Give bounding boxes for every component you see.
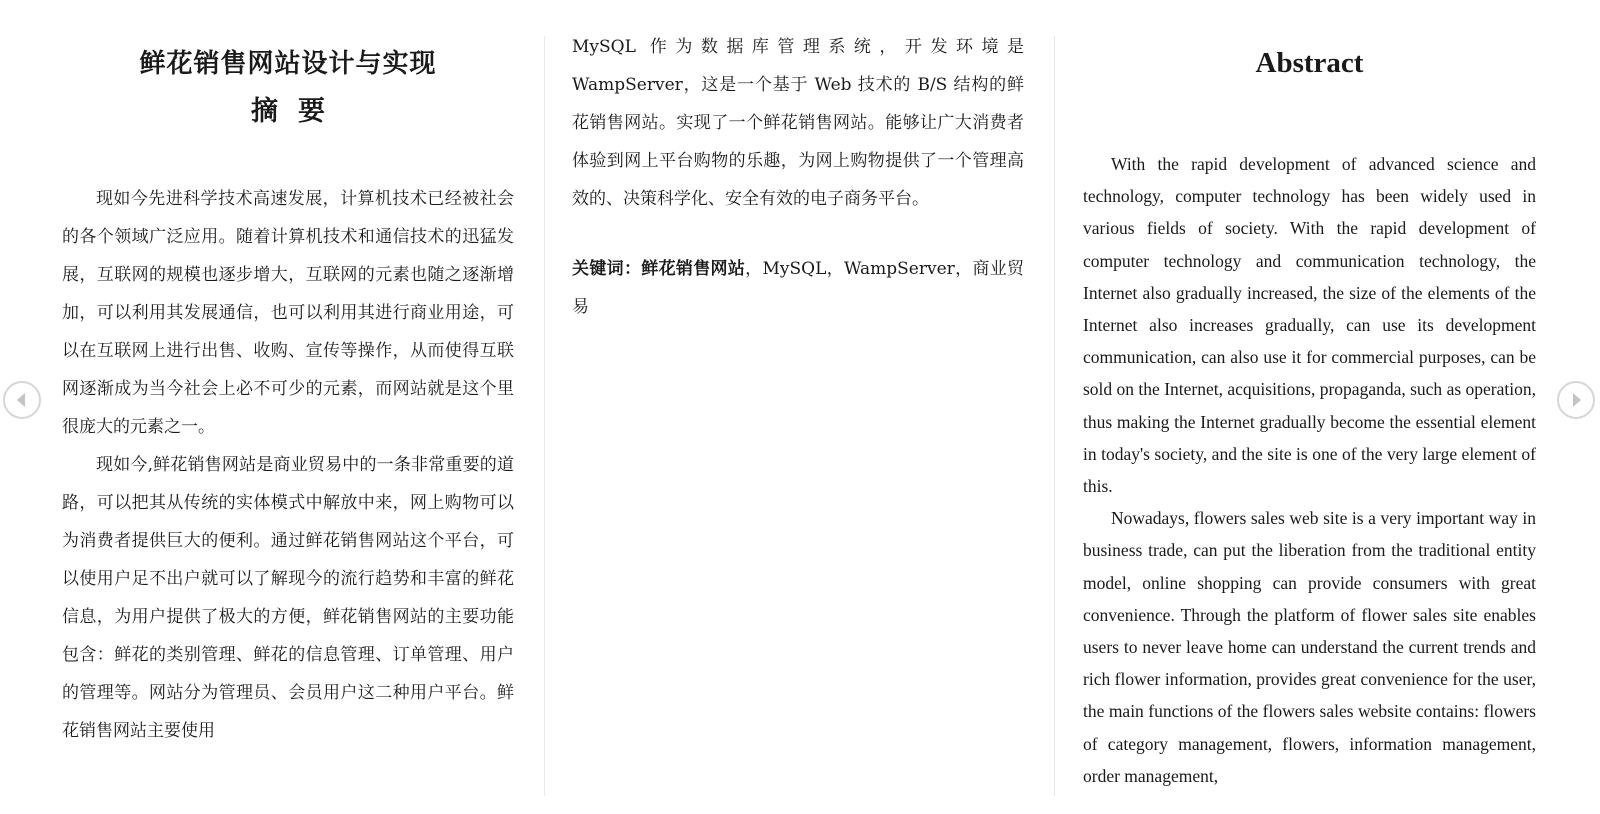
- abstract-paragraph-cn-1: 现如今先进科学技术高速发展，计算机技术已经被社会的各个领域广泛应用。随着计算机技术和通信技术的迅猛发展，互联网的规模也逐步增大，互联网的元素也随之逐渐增加，可以利用其发展通信，也可以利用其进行商业用途，可以在互联网上进行出售、收购、宣传等操作，从而使得互联网逐渐成为当今社会上必不可少的元素，而网站就是这个里很庞大的元素之一。: [62, 189, 514, 437]
- document-page-1: [36, 28, 544, 798]
- abstract-paragraph-cn-continued: MySQL 作为数据库管理系统，开发环境是 WampServer，这是一个基于 Web 技术的 B/S 结构的鲜花销售网站。实现了一个鲜花销售网站。能够让广大消费者体验到网上平台购物的乐趣，为网上购物提供了一个管理高效的、决策科学化、安全有效的电子商务平台。: [572, 37, 1024, 209]
- abstract-paragraph-en-1: With the rapid development of advanced science and technology, computer technology has been widely used in various fields of society. With the rapid development of computer technology and communication technology, the Internet also gradually increased, the size of the elements of the Internet also increases gradually, can use its development communication, can also use it for commercial purposes, can be sold on the Internet, acquisitions, propaganda, such as operation, thus making the Internet gradually become the essential element in today's society, and the site is one of the very large element of this.: [1083, 154, 1536, 497]
- keywords-rest: ，MySQL，WampServer，商业贸易: [572, 259, 1025, 317]
- document-page-3: [1058, 28, 1566, 798]
- abstract-paragraph-cn-2: 现如今,鲜花销售网站是商业贸易中的一条非常重要的道路，可以把其从传统的实体模式中解放中来，网上购物可以为消费者提供巨大的便利。通过鲜花销售网站这个平台，可以使用户足不出户就可以了解现今的流行趋势和丰富的鲜花信息，为用户提供了极大的方便，鲜花销售网站的主要功能包含：鲜花的类别管理、鲜花的信息管理、订单管理、用户的管理等。网站分为管理员、会员用户这二种用户平台。鲜花销售网站主要使用: [62, 455, 514, 741]
- page-content: [1083, 28, 1536, 792]
- page-content: [62, 28, 514, 750]
- page-divider: [544, 36, 545, 796]
- page-content: [572, 28, 1024, 326]
- chevron-right-icon: [1559, 383, 1593, 417]
- next-page-button[interactable]: [1557, 381, 1595, 419]
- document-page-2: [546, 28, 1054, 798]
- chevron-left-icon: [5, 383, 39, 417]
- keywords-line: [572, 250, 1024, 326]
- keyword-primary: 鲜花销售网站: [641, 259, 746, 279]
- previous-page-button[interactable]: [3, 381, 41, 419]
- page-divider: [1054, 36, 1055, 796]
- document-title: 鲜花销售网站设计与实现: [139, 49, 437, 79]
- keywords-label: 关键词：: [572, 259, 642, 279]
- abstract-heading-cn: 摘要: [251, 96, 345, 127]
- abstract-paragraph-en-2: Nowadays, flowers sales web site is a very important way in business trade, can put the liberation from the traditional entity model, online shopping can provide consumers with great convenience. Through the platform of flower sales site enables users to never leave home can understand the current trends and rich flower information, provides great convenience for the user, the main functions of the flowers sales website contains: flowers of category management, flowers, information management, order management,: [1083, 508, 1536, 786]
- abstract-heading-en: Abstract: [1255, 47, 1364, 79]
